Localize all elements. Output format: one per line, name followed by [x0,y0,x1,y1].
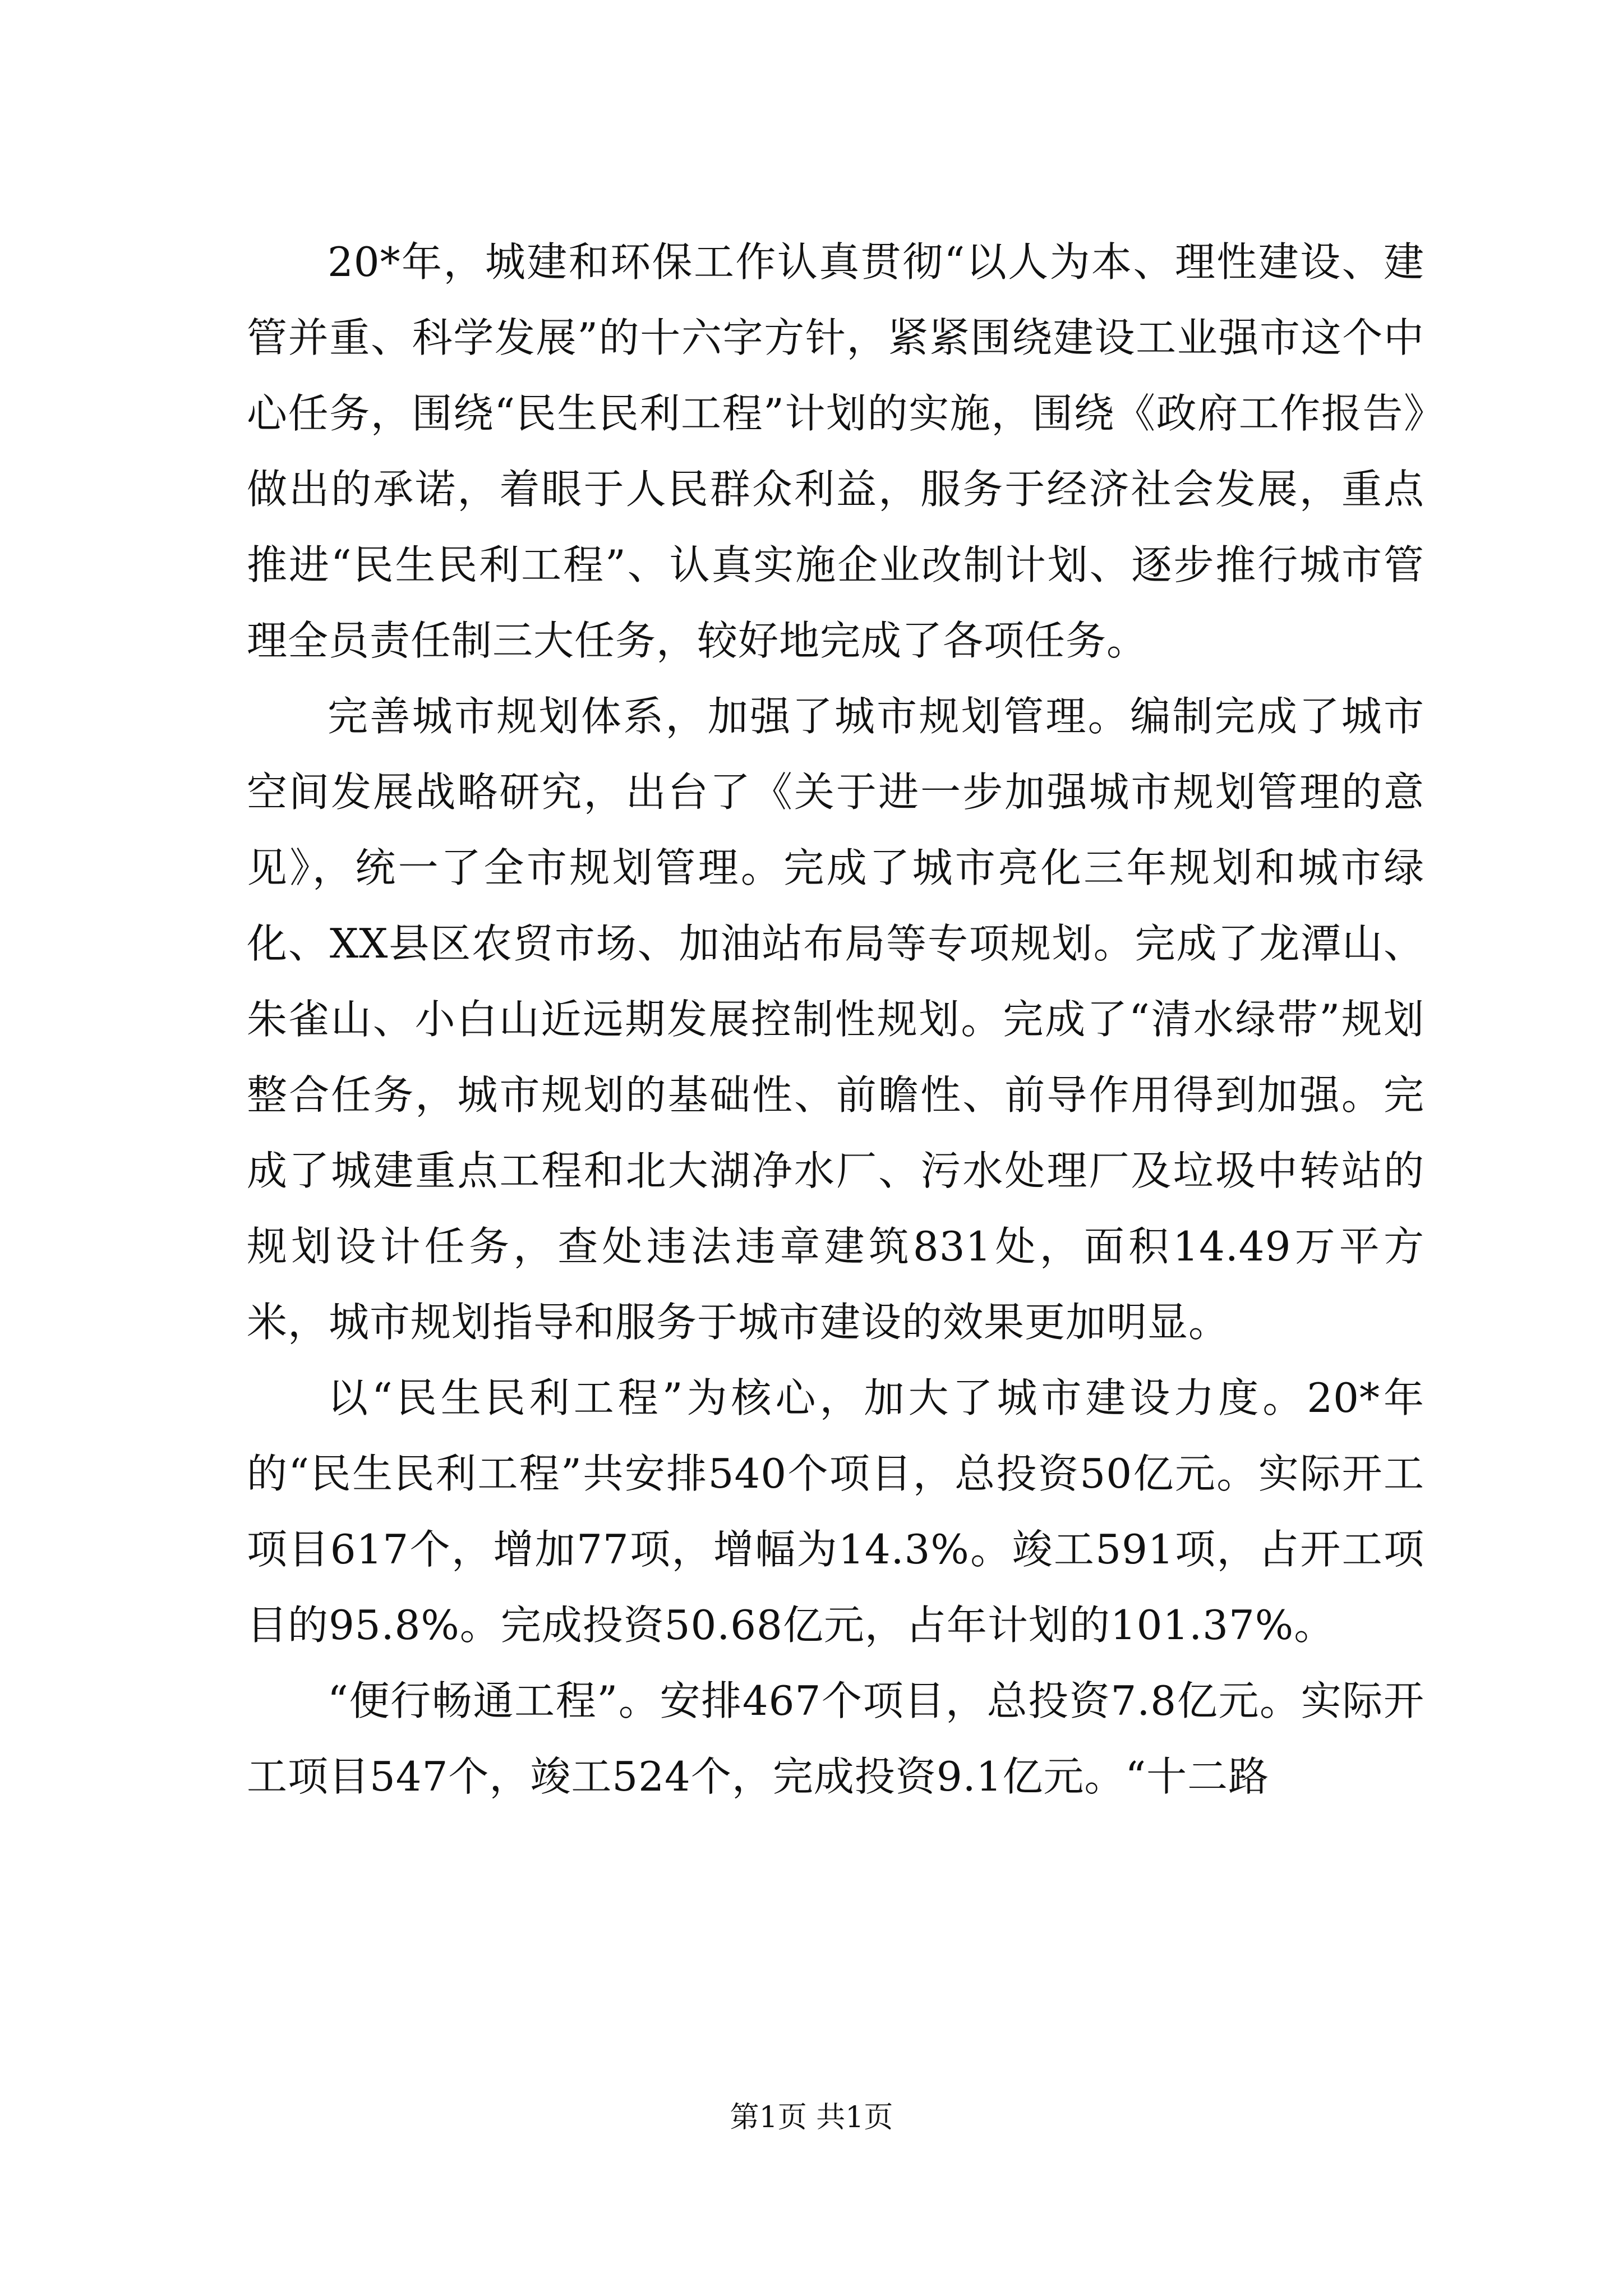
paragraph-4: “便行畅通工程”。安排467个项目，总投资7.8亿元。实际开工项目547个，竣工524个，完成投资9.1亿元。“十二路 [247,1677,1424,1800]
paragraph-1: 20*年，城建和环保工作认真贯彻“以人为本、理性建设、建管并重、科学发展”的十六字方针，紧紧围绕建设工业强市这个中心任务，围绕“民生民利工程”计划的实施，围绕《政府工作报告》做出的承诺，着眼于人民群众利益，服务于经济社会发展，重点推进“民生民利工程”、认真实施企业改制计划、逐步推行城市管理全员责任制三大任务，较好地完成了各项任务。 [247,238,1424,664]
document-body [247,224,1424,1815]
paragraph-3: 以“民生民利工程”为核心，加大了城市建设力度。20*年的“民生民利工程”共安排540个项目，总投资50亿元。实际开工项目617个，增加77项，增幅为14.3%。竣工591项，占开工项目的95.8%。完成投资50.68亿元，占年计划的101.37%。 [247,1374,1424,1649]
paragraph-2: 完善城市规划体系，加强了城市规划管理。编制完成了城市空间发展战略研究，出台了《关于进一步加强城市规划管理的意见》，统一了全市规划管理。完成了城市亮化三年规划和城市绿化、XX县区农贸市场、加油站布局等专项规划。完成了龙潭山、朱雀山、小白山近远期发展控制性规划。完成了“清水绿带”规划整合任务，城市规划的基础性、前瞻性、前导作用得到加强。完成了城建重点工程和北大湖净水厂、污水处理厂及垃圾中转站的规划设计任务，查处违法违章建筑831处，面积14.49万平方米，城市规划指导和服务于城市建设的效果更加明显。 [247,693,1424,1346]
page-footer: 第1页 共1页 [730,2101,893,2134]
